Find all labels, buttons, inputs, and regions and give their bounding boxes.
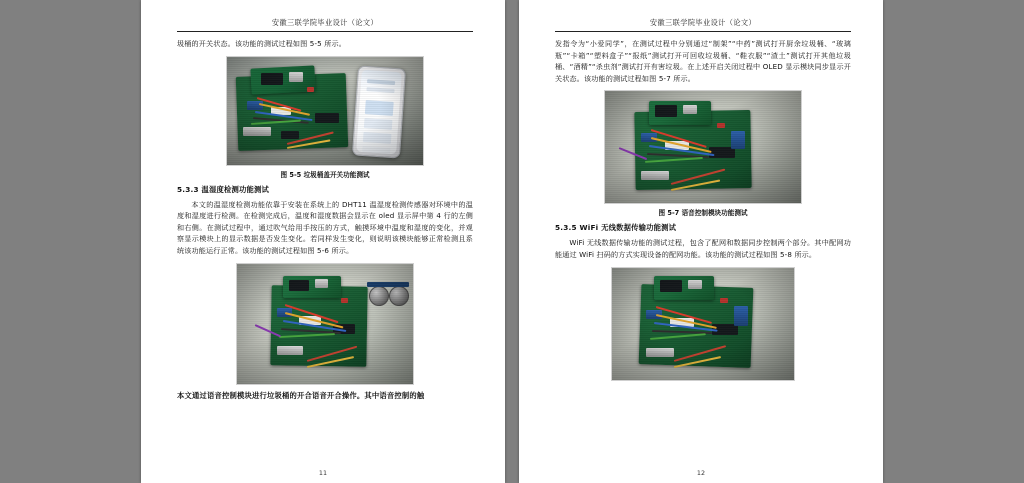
figure-5-5 [226,56,424,166]
figure-5-6 [236,263,414,385]
sensor-module [389,286,409,306]
paragraph: WiFi 无线数据传输功能的测试过程，包含了配网和数据同步控制两个部分。其中配网功能通过 WiFi 扫码的方式实现设备的配网功能。该功能的测试过程如图 5-8 所示。 [555,238,851,259]
sensor-module [369,286,389,306]
figure-caption: 图 5-7 语音控制模块功能测试 [658,209,748,218]
page-body [555,32,851,381]
paragraph: 发指令为“小爱同学”，在测试过程中分别通过“制架”“中药”测试打开厨余垃圾桶、“玻璃瓶”“卡箱”“塑料盒子”“报纸”测试打开可回收垃圾桶、“鞋衣服”“渣土”测试打开其他垃圾桶、“酒精”“杀虫剂”测试打开有害垃圾。在上述开启关闭过程中 OLED 显示模块同步显示开关状态。该功能的测试过程如图 5-7 所示。 [555,39,851,83]
section-heading: 5.3.5 WiFi 无线数据传输功能测试 [555,223,677,233]
page-number: 12 [696,469,706,477]
figure-5-7 [604,90,802,204]
section-heading: 本文通过语音控制模块进行垃圾桶的开合语音开合操作。其中语音控制的触 [177,390,425,400]
page-header-text: 安徽三联学院毕业设计（论文） [649,18,757,27]
page-body [177,32,473,401]
page-number: 11 [318,469,328,477]
page-header-text: 安徽三联学院毕业设计（论文） [271,18,379,27]
page-header [555,18,851,32]
paragraph: 本文的温湿度检测功能依靠于安装在系统上的 DHT11 温湿度检测传感器对环境中的温度和湿度进行检测。在检测完成后，温度和湿度数据会显示在 oled 显示屏中第 4 行的左侧和右侧。在测试过程中，通过吹气给用手按压的方式，触摸环境中温度和湿度的变化，并观察显示模块上的显示数据是否发生变化。若同样发生变化，则说明该模块能够正常检测且系统该功能运行正常。该功能的测试过程如图 5-6 所示。 [177,199,473,255]
paragraph: 圾桶的开关状态。该功能的测试过程如图 5-5 所示。 [177,39,346,48]
page-header [177,18,473,32]
document-page-right [519,0,883,483]
figure-caption: 图 5-5 垃圾桶盖开关功能测试 [280,170,370,179]
section-heading: 5.3.3 温湿度检测功能测试 [177,184,269,194]
phone-device [352,65,406,158]
figure-5-8 [611,267,795,381]
document-page-left [141,0,505,483]
